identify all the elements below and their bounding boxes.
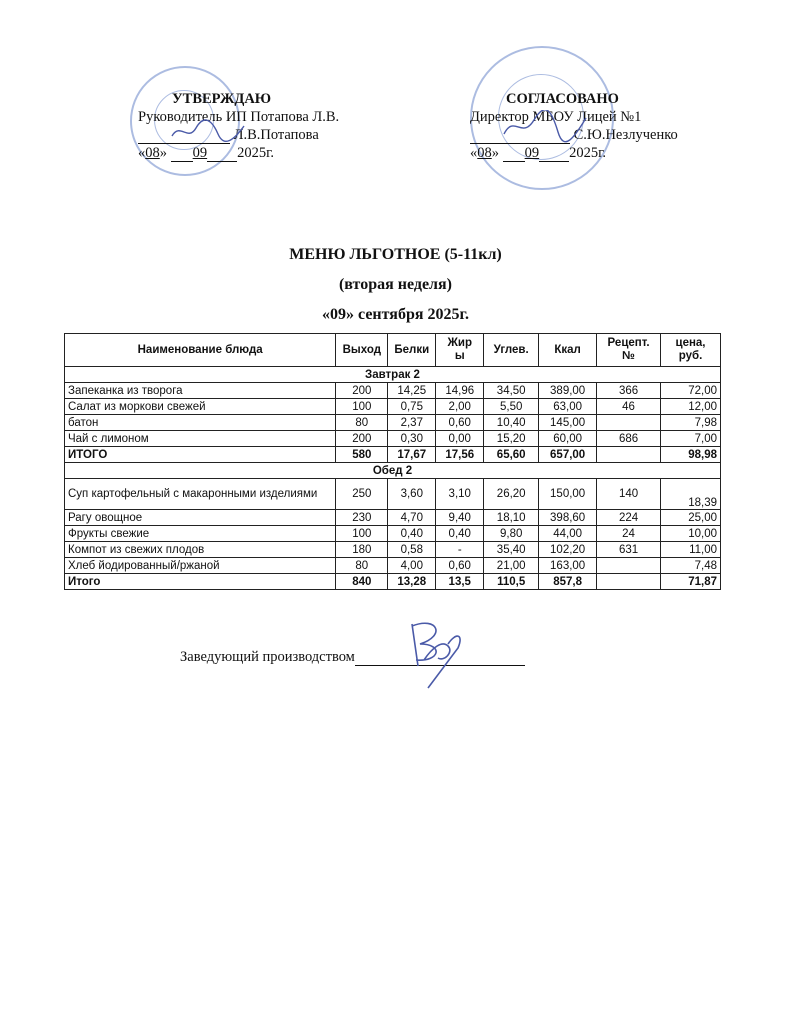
table-cell: 35,40 [484,542,539,558]
date-line [503,149,525,162]
table-cell: 72,00 [661,383,721,399]
table-cell: 13,28 [388,574,436,590]
table-cell [597,415,661,431]
table-cell: 2,00 [436,399,484,415]
approval-name: С.Ю.Незлученко [573,127,678,143]
date-quote-close: » [491,145,499,161]
table-cell: 631 [597,542,661,558]
table-cell: 24 [597,526,661,542]
document-date: «09» сентября 2025г. [322,306,469,323]
table-cell: 60,00 [539,431,597,447]
table-cell: 7,98 [661,415,721,431]
dish-name-cell: батон [65,415,336,431]
table-cell: 18,10 [484,510,539,526]
dish-name-cell: Итого [65,574,336,590]
dish-name-cell: Запеканка из творога [65,383,336,399]
table-cell: 26,20 [484,479,539,510]
document-subtitle: (вторая неделя) [338,276,453,293]
column-header: Выход [336,334,388,367]
table-cell: 9,80 [484,526,539,542]
table-cell: 98,98 [661,447,721,463]
signature-line [355,653,525,666]
table-cell: 80 [336,558,388,574]
table-cell: 840 [336,574,388,590]
table-cell: 46 [597,399,661,415]
manager-signature-line [180,649,525,666]
table-cell: 200 [336,431,388,447]
table-cell: 15,20 [484,431,539,447]
table-cell: 10,40 [484,415,539,431]
table-row [65,526,721,542]
table-cell: 65,60 [484,447,539,463]
dish-name-cell: Салат из моркови свежей [65,399,336,415]
section-row [65,367,721,383]
table-cell: 17,56 [436,447,484,463]
column-header: Наименование блюда [65,334,336,367]
table-cell: 9,40 [436,510,484,526]
approval-heading: УТВЕРЖДАЮ [172,91,272,107]
table-cell: 150,00 [539,479,597,510]
table-cell: 63,00 [539,399,597,415]
table-cell: 366 [597,383,661,399]
table-cell: 3,10 [436,479,484,510]
table-cell: 7,48 [661,558,721,574]
table-cell: 580 [336,447,388,463]
column-header: Белки [388,334,436,367]
table-cell [597,558,661,574]
table-cell: 17,67 [388,447,436,463]
column-header: Ккал [539,334,597,367]
table-cell: 100 [336,399,388,415]
table-cell: 13,5 [436,574,484,590]
table-cell: 389,00 [539,383,597,399]
section-title: Обед 2 [65,463,721,479]
approval-year: 2025г. [237,145,275,161]
table-cell: 163,00 [539,558,597,574]
column-header: Углев. [484,334,539,367]
table-cell: 0,58 [388,542,436,558]
approval-day: 08 [145,145,160,161]
approval-position: Руководитель ИП Потапова Л.В. [138,109,340,125]
table-cell: 0,30 [388,431,436,447]
table-cell: 100 [336,526,388,542]
table-cell: 0,75 [388,399,436,415]
table-cell [597,574,661,590]
table-row [65,431,721,447]
table-cell: 0,40 [436,526,484,542]
table-cell: 34,50 [484,383,539,399]
date-quote-open: « [138,145,146,161]
table-cell: 25,00 [661,510,721,526]
dish-name-cell: Хлеб йодированный/ржаной [65,558,336,574]
table-cell: 145,00 [539,415,597,431]
table-cell: 11,00 [661,542,721,558]
table-cell: 5,50 [484,399,539,415]
table-cell: 80 [336,415,388,431]
dish-name-cell: Компот из свежих плодов [65,542,336,558]
table-cell: 21,00 [484,558,539,574]
table-cell: 14,96 [436,383,484,399]
table-cell: 0,00 [436,431,484,447]
table-cell: 14,25 [388,383,436,399]
total-row [65,574,721,590]
table-cell: 200 [336,383,388,399]
table-cell: 3,60 [388,479,436,510]
table-cell: 4,00 [388,558,436,574]
date-quote-open: « [470,145,478,161]
column-header: Рецепт. № [597,334,661,367]
table-cell: 0,40 [388,526,436,542]
table-cell: 230 [336,510,388,526]
table-row [65,399,721,415]
dish-name-cell: Фрукты свежие [65,526,336,542]
dish-name-cell: Суп картофельный с макаронными изделиями [65,479,336,510]
table-cell: 657,00 [539,447,597,463]
table-cell: 686 [597,431,661,447]
table-cell: 12,00 [661,399,721,415]
approval-position: Директор МБОУ Лицей №1 [470,109,642,125]
table-cell: 2,37 [388,415,436,431]
document-title: МЕНЮ ЛЬГОТНОЕ (5-11кл) [289,246,502,263]
table-row [65,383,721,399]
signature-line [138,131,230,144]
table-row [65,479,721,510]
dish-name-cell: ИТОГО [65,447,336,463]
table-row [65,510,721,526]
table-cell: 224 [597,510,661,526]
section-title: Завтрак 2 [65,367,721,383]
table-cell: 44,00 [539,526,597,542]
approval-month: 09 [524,145,540,161]
table-cell: 250 [336,479,388,510]
table-cell: 18,39 [661,479,721,510]
approval-heading: СОГЛАСОВАНО [506,91,619,107]
table-cell: 180 [336,542,388,558]
table-cell: 0,60 [436,415,484,431]
table-cell: 140 [597,479,661,510]
table-cell: 857,8 [539,574,597,590]
table-cell [597,447,661,463]
approval-month: 09 [192,145,208,161]
date-quote-close: » [159,145,167,161]
total-row [65,447,721,463]
table-header-row [65,334,721,367]
table-cell: 7,00 [661,431,721,447]
approval-day: 08 [477,145,492,161]
dish-name-cell: Рагу овощное [65,510,336,526]
column-header: Жир ы [436,334,484,367]
section-row [65,463,721,479]
date-line [207,149,237,162]
approval-block-left [138,90,378,162]
approval-year: 2025г. [569,145,607,161]
table-row [65,558,721,574]
table-cell: 102,20 [539,542,597,558]
date-line [539,149,569,162]
date-line [171,149,193,162]
table-cell: 71,87 [661,574,721,590]
manager-label: Заведующий производством [180,649,355,665]
approval-name: Л.В.Потапова [233,127,319,143]
signature-line [470,131,570,144]
table-cell: 0,60 [436,558,484,574]
table-cell: 10,00 [661,526,721,542]
table-cell: 110,5 [484,574,539,590]
table-cell: 398,60 [539,510,597,526]
table-row [65,542,721,558]
column-header: цена, руб. [661,334,721,367]
table-row [65,415,721,431]
approval-block-right [470,90,720,162]
dish-name-cell: Чай с лимоном [65,431,336,447]
table-cell: - [436,542,484,558]
menu-table [64,333,721,590]
table-cell: 4,70 [388,510,436,526]
